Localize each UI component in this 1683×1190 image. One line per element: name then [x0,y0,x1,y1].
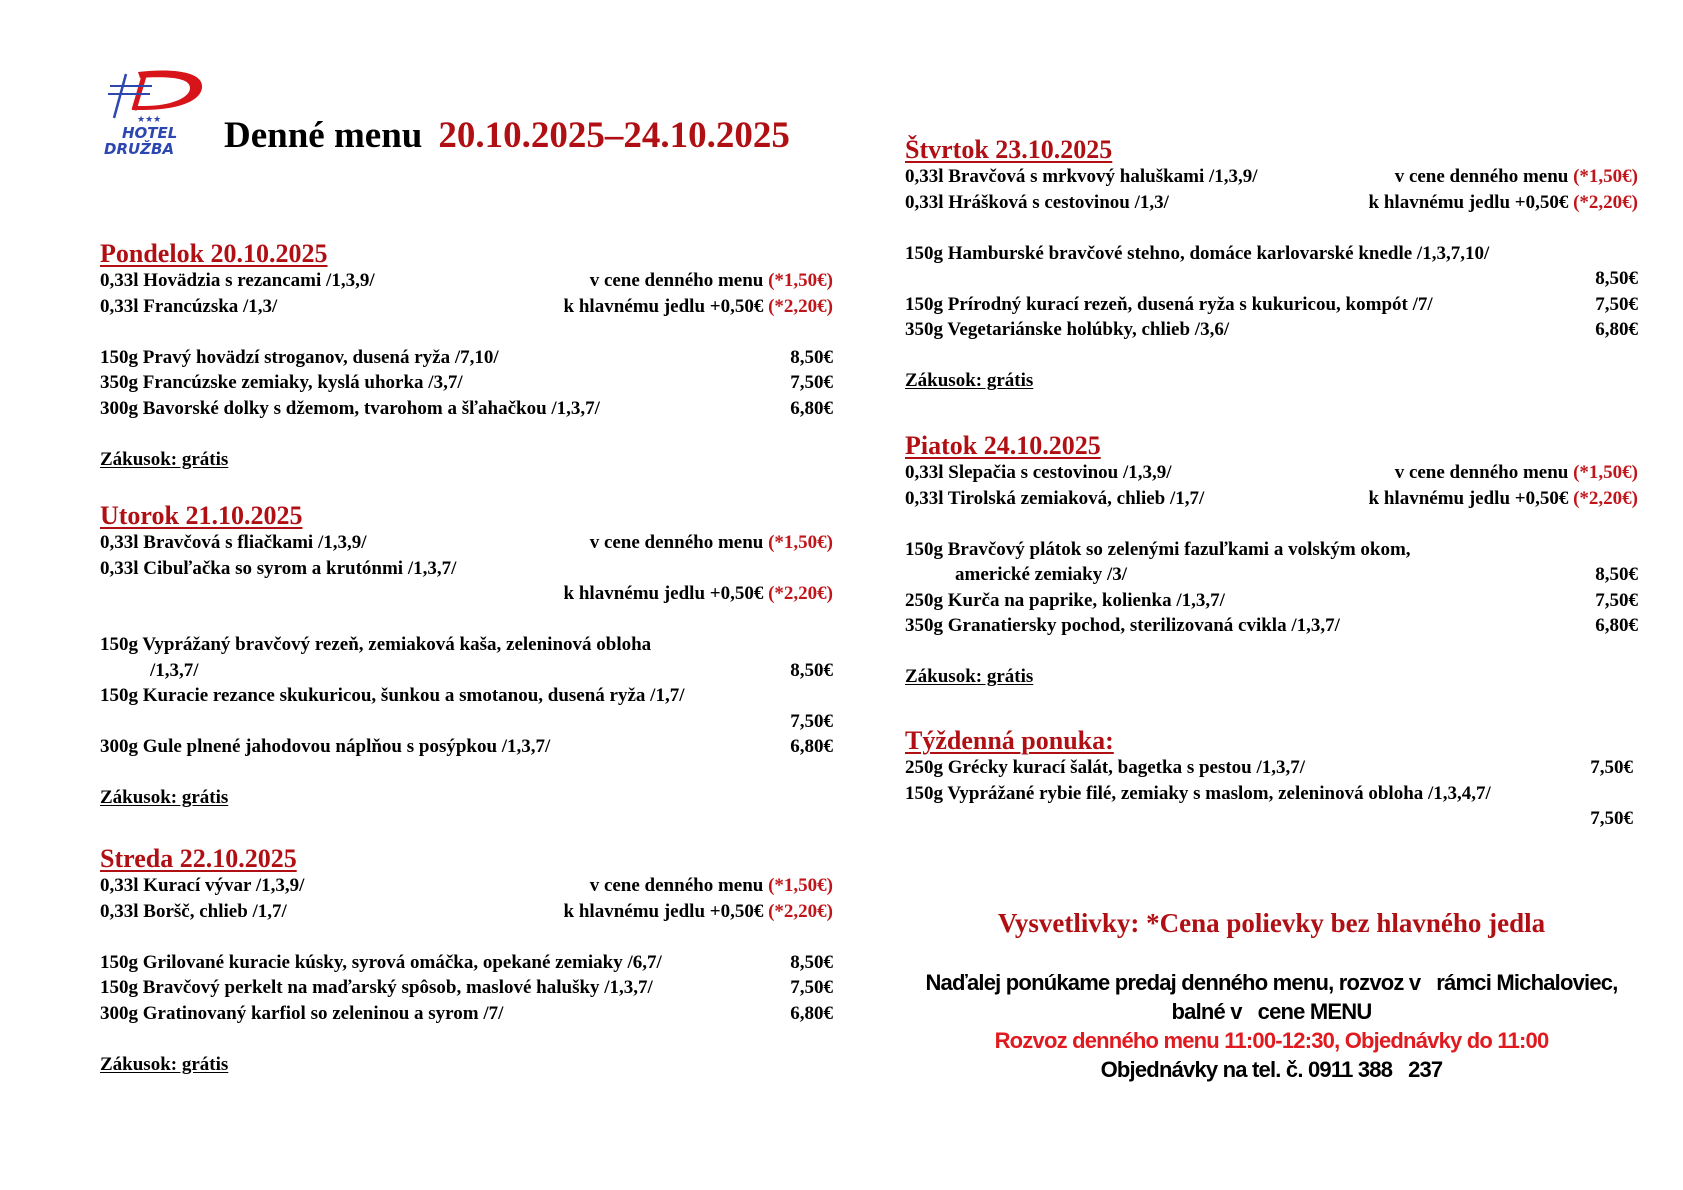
main-price: 8,50€ [1595,268,1638,289]
main-name: 150g Vyprážaný bravčový rezeň, zemiaková kaša, zeleninová obloha [100,634,652,655]
dessert-note: Zákusok: grátis [100,1053,229,1075]
main-price: 8,50€ [790,659,833,681]
main-price: 6,80€ [1595,615,1638,636]
soup-row [905,190,1638,216]
dessert-note: Zákusok: grátis [905,370,1034,391]
title-text: Denné menu [224,115,423,156]
soup-price: (*2,20€) [768,583,833,604]
soup-note: k hlavnému jedlu +0,50€ [1368,487,1574,509]
main-row [100,950,833,976]
soup-name: 0,33l Bravčová s mrkvový haluškami /1,3,9/ [905,166,1258,187]
delivery-line-1: Naďalej ponúkame predaj denného menu, rozvoz v rámci Michaloviec, [925,970,1618,995]
svg-text:★★★: ★★★ [137,115,162,125]
delivery-note [905,968,1638,1084]
soup-row [100,530,833,556]
weekly-row-cont [905,806,1633,832]
main-name: 300g Gratinovaný karfiol so zeleninou a syrom /7/ [100,1002,504,1024]
soup-row [100,899,833,925]
main-price: 6,80€ [790,397,833,419]
main-row [905,292,1638,318]
main-name-cont: americké zemiaky /3/ [955,564,1128,585]
soup-price: (*2,20€) [768,900,833,922]
soup-row [100,268,833,294]
main-name: 350g Granatiersky pochod, sterilizovaná cvikla /1,3,7/ [905,615,1340,636]
soup-note: k hlavnému jedlu +0,50€ [563,295,769,317]
soup-name: 0,33l Tirolská zemiaková, chlieb /1,7/ [905,487,1205,509]
main-price: 7,50€ [1595,293,1638,315]
soup-note: k hlavnému jedlu +0,50€ [563,583,769,604]
main-row-cont [905,266,1638,292]
main-price: 6,80€ [790,736,833,757]
dessert-note: Zákusok: grátis [100,448,229,470]
soup-row [905,164,1638,190]
soup-row [100,556,833,582]
soup-name: 0,33l Hovädzia s rezancami /1,3,9/ [100,270,375,291]
soup-row [905,460,1638,486]
main-row [905,588,1638,614]
main-row [100,632,833,658]
soup-price: (*2,20€) [1573,191,1638,213]
soup-price: (*1,50€) [768,270,833,291]
main-row-cont [100,658,833,684]
delivery-line-2: balné v cene MENU [1171,999,1372,1024]
main-price: 7,50€ [790,710,833,732]
main-name-cont: /1,3,7/ [150,659,199,681]
main-price: 6,80€ [790,1002,833,1024]
day-heading: Štvrtok 23.10.2025 [905,135,1113,164]
main-price: 8,50€ [790,951,833,973]
main-name: 350g Francúzske zemiaky, kyslá uhorka /3,7/ [100,372,463,393]
hotel-druzba-logo [104,66,214,156]
soup-price: (*2,20€) [768,295,833,317]
main-price: 7,50€ [790,372,833,393]
soup-name: 0,33l Slepačia s cestovinou /1,3,9/ [905,462,1172,483]
legend-note: Vysvetlivky: *Cena polievky bez hlavného jedla [997,908,1546,938]
day-section-wednesday [100,845,833,1077]
weekly-item-price: 7,50€ [1590,757,1633,778]
page-title [224,114,790,157]
weekly-item-price: 7,50€ [1590,808,1633,829]
weekly-row [905,755,1633,781]
main-price: 7,50€ [1595,589,1638,611]
order-phone: Objednávky na tel. č. 0911 388 237 [1100,1057,1443,1082]
main-name: 250g Kurča na paprike, kolienka /1,3,7/ [905,589,1225,611]
dessert-note: Zákusok: grátis [100,787,229,808]
main-row [905,241,1638,267]
soup-row [100,294,833,320]
soup-note: v cene denného menu [1394,462,1574,483]
title-dates: 20.10.2025–24.10.2025 [438,115,790,156]
soup-name: 0,33l Bravčová s fliačkami /1,3,9/ [100,532,367,553]
main-name: 150g Kuracie rezance skukuricou, šunkou a smotanou, dusená ryža /1,7/ [100,685,685,706]
soup-note: k hlavnému jedlu +0,50€ [1368,191,1574,213]
main-row [100,396,833,422]
weekly-row [905,781,1633,807]
soup-price: (*1,50€) [768,532,833,553]
soup-name: 0,33l Cibuľačka so syrom a krutónmi /1,3,7/ [100,557,457,579]
soup-name: 0,33l Boršč, chlieb /1,7/ [100,900,287,922]
main-name: 150g Bravčový perkelt na maďarský spôsob, maslové halušky /1,3,7/ [100,977,653,998]
main-name: 150g Prírodný kurací rezeň, dusená ryža s kukuricou, kompót /7/ [905,293,1433,315]
main-name: 150g Bravčový plátok so zelenými fazuľkami a volským okom, [905,538,1411,560]
main-name: 150g Grilované kuracie kúsky, syrová omáčka, opekané zemiaky /6,7/ [100,951,662,973]
main-row [905,537,1638,563]
main-row [100,734,833,760]
main-price: 6,80€ [1595,319,1638,340]
weekly-heading: Týždenná ponuka: [905,726,1114,755]
soup-row-cont [100,581,833,607]
weekly-item-name: 250g Grécky kurací šalát, bagetka s pestou /1,3,7/ [905,757,1306,778]
logo-text-hotel: HOTEL [122,124,178,142]
day-section-friday [905,432,1638,690]
logo-text-druzba: DRUŽBA [104,140,175,156]
main-row [100,1001,833,1027]
soup-note: k hlavnému jedlu +0,50€ [563,900,769,922]
logo-graphic [104,66,214,156]
delivery-hours: Rozvoz denného menu 11:00-12:30, Objednávky do 11:00 [994,1028,1549,1053]
main-name: 300g Gule plnené jahodovou náplňou s posýpkou /1,3,7/ [100,736,551,757]
weekly-item-name: 150g Vyprážané rybie filé, zemiaky s maslom, zeleninová obloha /1,3,4,7/ [905,782,1491,804]
soup-row [905,486,1638,512]
main-price: 8,50€ [790,346,833,368]
day-section-tuesday [100,502,833,811]
day-heading: Pondelok 20.10.2025 [100,239,328,268]
day-heading: Streda 22.10.2025 [100,844,297,873]
day-heading: Utorok 21.10.2025 [100,501,303,530]
soup-price: (*2,20€) [1573,487,1638,509]
soup-note: v cene denného menu [589,875,769,896]
day-section-monday [100,240,833,472]
main-price: 7,50€ [790,977,833,998]
main-name: 300g Bavorské dolky s džemom, tvarohom a šľahačkou /1,3,7/ [100,397,600,419]
soup-price: (*1,50€) [1573,166,1638,187]
day-heading: Piatok 24.10.2025 [905,431,1101,460]
soup-name: 0,33l Hrášková s cestovinou /1,3/ [905,191,1169,213]
main-row [100,975,833,1001]
day-section-thursday [905,136,1638,394]
soup-price: (*1,50€) [768,875,833,896]
dessert-note: Zákusok: grátis [905,666,1034,687]
soup-note: v cene denného menu [589,532,769,553]
soup-name: 0,33l Francúzska /1,3/ [100,295,278,317]
soup-row [100,873,833,899]
main-row [905,317,1638,343]
soup-name: 0,33l Kurací vývar /1,3,9/ [100,875,305,896]
main-row [100,683,833,709]
main-price: 8,50€ [1595,564,1638,585]
main-name: 150g Pravý hovädzí stroganov, dusená ryža /7,10/ [100,346,499,368]
main-name: 350g Vegetariánske holúbky, chlieb /3,6/ [905,319,1230,340]
soup-note: v cene denného menu [1394,166,1574,187]
main-row-cont [905,562,1638,588]
main-row-cont [100,709,833,735]
main-row [100,370,833,396]
soup-price: (*1,50€) [1573,462,1638,483]
main-row [100,345,833,371]
weekly-offer-section [905,727,1633,832]
main-name: 150g Hamburské bravčové stehno, domáce karlovarské knedle /1,3,7,10/ [905,242,1490,264]
main-row [905,613,1638,639]
soup-note: v cene denného menu [589,270,769,291]
